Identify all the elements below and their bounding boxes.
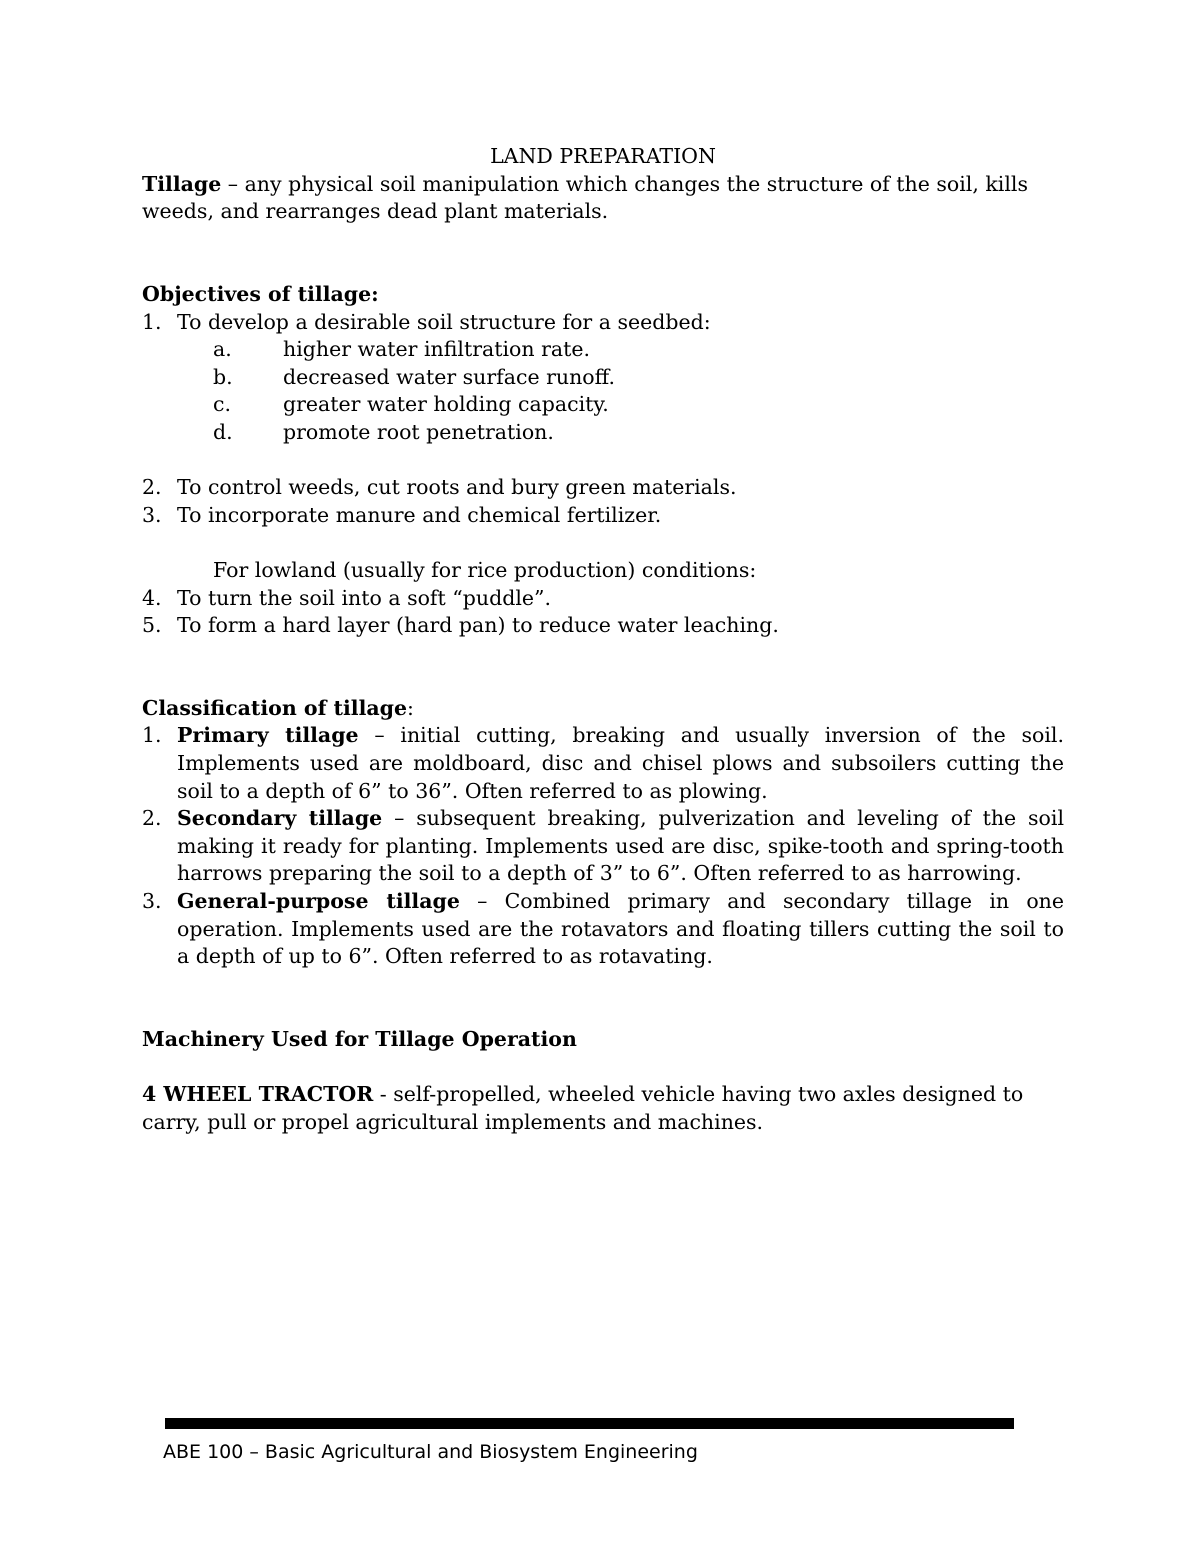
sublist-letter: b. (213, 364, 233, 389)
sublist-text: higher water infiltration rate. (283, 337, 590, 362)
objectives-list-continued (142, 474, 1064, 529)
sublist-letter: d. (213, 419, 233, 444)
list-text: To incorporate manure and chemical fertilizer. (177, 502, 662, 527)
list-item (142, 309, 1064, 337)
list-item (142, 612, 1064, 640)
list-text: To control weeds, cut roots and bury green materials. (177, 475, 737, 500)
document-body (142, 143, 1064, 1136)
classification-list (142, 722, 1064, 970)
list-number: 3. (142, 889, 162, 914)
sublist-item (142, 336, 1064, 364)
list-text: To form a hard layer (hard pan) to reduce water leaching. (177, 613, 779, 638)
tillage-definition (142, 171, 1064, 226)
definition-term: Tillage (142, 171, 222, 196)
list-number: 5. (142, 613, 162, 638)
definition-text: – any physical soil manipulation which changes the structure of the soil, kills weeds, and rearranges dead plant materials. (142, 171, 1028, 224)
objectives-sublist (142, 336, 1064, 446)
list-text: – initial cutting, breaking and usually inversion of the soil. Implements used are moldboard, disc and chisel plows and subsoilers cutting the soil to a depth of 6” to 36”. Often referred to as plowing. (177, 723, 1064, 803)
sublist-item (142, 419, 1064, 447)
footer-divider (165, 1418, 1014, 1429)
list-text: – subsequent breaking, pulverization and leveling of the soil making it ready for planting. Implements used are disc, spike-tooth and spring-tooth harrows preparing the soil to a depth of 3” to 6”. Often referred to as harrowing. (177, 806, 1064, 886)
footer-course-title: ABE 100 – Basic Agricultural and Biosystem Engineering (163, 1441, 698, 1463)
sublist-letter: c. (213, 392, 231, 417)
tractor-text: - self-propelled, wheeled vehicle having two axles designed to carry, pull or propel agricultural implements and machines. (142, 1082, 1024, 1134)
sublist-text: promote root penetration. (283, 419, 554, 444)
list-item (142, 474, 1064, 502)
classification-heading: Classification of tillage: (142, 695, 414, 720)
objectives-heading: Objectives of tillage: (142, 281, 379, 306)
list-item (142, 585, 1064, 613)
sublist-item (142, 391, 1064, 419)
list-term: Primary tillage (177, 723, 359, 748)
list-text: To develop a desirable soil structure for a seedbed: (177, 309, 711, 334)
sublist-item (142, 364, 1064, 392)
sublist-text: decreased water surface runoff. (283, 364, 615, 389)
lowland-list (142, 585, 1064, 640)
list-item (142, 888, 1064, 971)
list-number: 1. (142, 723, 162, 748)
tractor-term: 4 WHEEL TRACTOR (142, 1082, 374, 1107)
sublist-letter: a. (213, 337, 232, 362)
list-number: 2. (142, 806, 162, 831)
lowland-note: For lowland (usually for rice production) conditions: (213, 557, 757, 582)
machinery-heading: Machinery Used for Tillage Operation (142, 1027, 577, 1051)
list-text: To turn the soil into a soft “puddle”. (177, 585, 552, 610)
objectives-list (142, 309, 1064, 337)
list-number: 2. (142, 475, 162, 500)
list-item (142, 805, 1064, 888)
list-number: 1. (142, 309, 162, 334)
list-item (142, 722, 1064, 805)
list-number: 4. (142, 585, 162, 610)
list-term: General-purpose tillage (177, 889, 460, 914)
sublist-text: greater water holding capacity. (283, 392, 609, 417)
tractor-definition (142, 1081, 1064, 1136)
list-text: – Combined primary and secondary tillage in one operation. Implements used are the rotavators and floating tillers cutting the soil to a depth of up to 6”. Often referred to as rotavating. (177, 889, 1064, 969)
list-item (142, 502, 1064, 530)
page-title: LAND PREPARATION (490, 144, 716, 168)
list-number: 3. (142, 502, 162, 527)
list-term: Secondary tillage (177, 806, 383, 831)
